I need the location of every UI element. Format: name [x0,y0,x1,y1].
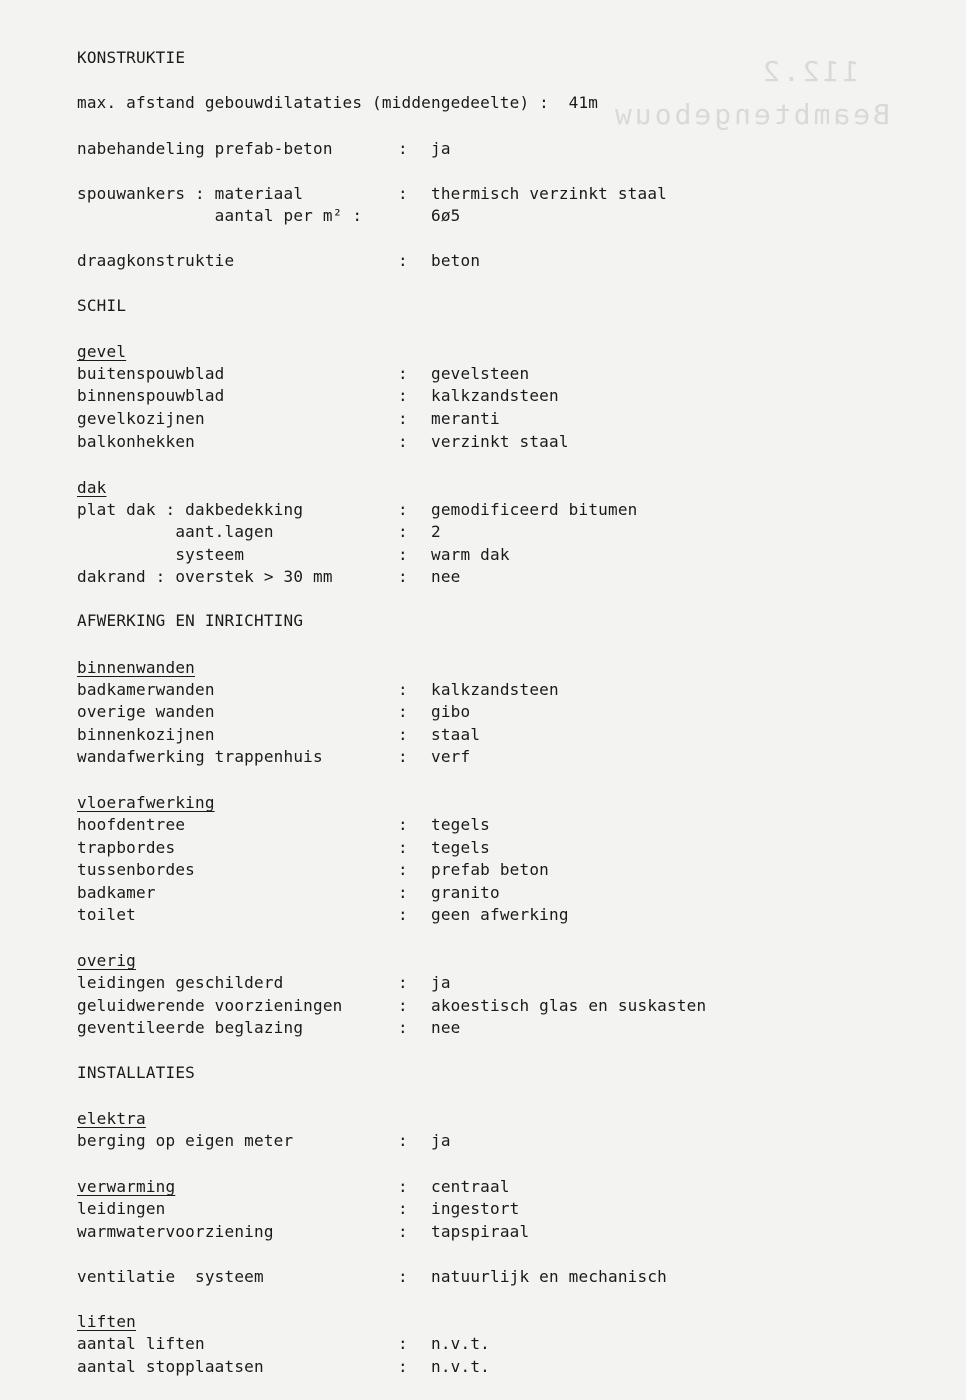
spec-label: badkamerwanden [77,680,215,699]
spec-value: geen afwerking [431,905,569,924]
spec-separator: : [398,251,408,270]
spec-value: gemodificeerd bitumen [431,500,638,519]
spec-separator: : [398,680,408,699]
spec-separator: : [398,838,408,857]
spec-separator: : [398,996,408,1015]
spec-value: n.v.t. [431,1334,490,1353]
spec-separator: : [398,1357,408,1376]
section-heading: INSTALLATIES [77,1063,195,1082]
spec-label: geventileerde beglazing [77,1018,304,1037]
spec-value: tegels [431,838,490,857]
spec-value: nee [431,1018,461,1037]
spec-label: systeem [77,545,245,564]
spec-label: nabehandeling prefab-beton [77,139,333,158]
subsection-heading: binnenwanden [77,658,195,677]
subsection-heading: gevel [77,342,127,361]
subsection-heading: overig [77,951,136,970]
spec-label: wandafwerking trappenhuis [77,747,323,766]
spec-value: natuurlijk en mechanisch [431,1267,667,1286]
subsection-heading: dak [77,478,107,497]
spec-separator: : [398,364,408,383]
spec-label: balkonhekken [77,432,195,451]
spec-value: tapspiraal [431,1222,530,1241]
spec-value: 6ø5 [431,206,461,225]
spec-label: spouwankers : materiaal [77,184,304,203]
spec-label: tussenbordes [77,860,195,879]
spec-separator: : [398,522,408,541]
spec-label: binnenkozijnen [77,725,215,744]
spec-value: ja [431,139,451,158]
spec-value: n.v.t. [431,1357,490,1376]
spec-label: leidingen geschilderd [77,973,284,992]
section-heading: KONSTRUKTIE [77,48,186,67]
spec-separator: : [398,702,408,721]
spec-value: thermisch verzinkt staal [431,184,667,203]
spec-value: tegels [431,815,490,834]
spec-label: warmwatervoorziening [77,1222,274,1241]
spec-value: gevelsteen [431,364,530,383]
spec-value: nee [431,567,461,586]
spec-value: ja [431,1131,451,1150]
spec-label: leidingen [77,1199,166,1218]
bleed-through-title: Beambtengebouw [612,98,891,131]
spec-separator: : [398,725,408,744]
spec-label: toilet [77,905,136,924]
subsection-heading: vloerafwerking [77,793,215,812]
spec-label: draagkonstruktie [77,251,235,270]
spec-label: ventilatie systeem [77,1267,264,1286]
spec-separator: : [398,1199,408,1218]
spec-value: centraal [431,1177,510,1196]
spec-separator: : [398,1267,408,1286]
spec-value: ingestort [431,1199,520,1218]
section-heading: SCHIL [77,296,127,315]
spec-separator: : [398,973,408,992]
spec-separator: : [398,432,408,451]
spec-value: granito [431,883,500,902]
spec-separator: : [398,815,408,834]
spec-label: gevelkozijnen [77,409,205,428]
spec-label: plat dak : dakbedekking [77,500,304,519]
spec-separator: : [398,1177,408,1196]
spec-separator: : [398,1222,408,1241]
spec-separator: : [398,184,408,203]
spec-separator: : [398,860,408,879]
spec-separator: : [398,1131,408,1150]
spec-label: badkamer [77,883,156,902]
spec-label: geluidwerende voorzieningen [77,996,343,1015]
spec-separator: : [398,1018,408,1037]
bleed-through-page-number: 112.2 [760,55,860,88]
spec-label: aantal liften [77,1334,205,1353]
spec-separator: : [398,905,408,924]
spec-value: verzinkt staal [431,432,569,451]
spec-separator: : [398,139,408,158]
spec-separator: : [398,409,408,428]
spec-value: 2 [431,522,441,541]
spec-separator: : [398,1334,408,1353]
spec-label: dakrand : overstek > 30 mm [77,567,333,586]
spec-label: aantal stopplaatsen [77,1357,264,1376]
spec-label: aantal per m² : [77,206,363,225]
spec-separator: : [398,545,408,564]
spec-label: buitenspouwblad [77,364,225,383]
spec-value: kalkzandsteen [431,680,559,699]
spec-value: ja [431,973,451,992]
spec-label: trapbordes [77,838,176,857]
spec-label: berging op eigen meter [77,1131,294,1150]
spec-separator: : [398,747,408,766]
spec-label: overige wanden [77,702,215,721]
spec-label: aant.lagen [77,522,274,541]
spec-separator: : [398,567,408,586]
spec-label: binnenspouwblad [77,386,225,405]
spec-value: gibo [431,702,471,721]
spec-value: akoestisch glas en suskasten [431,996,707,1015]
spec-value: beton [431,251,481,270]
section-heading: AFWERKING EN INRICHTING [77,611,304,630]
spec-label: hoofdentree [77,815,186,834]
spec-separator: : [398,500,408,519]
spec-value: meranti [431,409,500,428]
subsection-heading: elektra [77,1109,146,1128]
spec-value: kalkzandsteen [431,386,559,405]
subsection-heading: liften [77,1312,136,1331]
spec-value: prefab beton [431,860,549,879]
spec-separator: : [398,883,408,902]
spec-value: staal [431,725,481,744]
spec-value: verf [431,747,471,766]
text-line: max. afstand gebouwdilataties (middengedeelte) : 41m [77,93,599,112]
subsection-heading: verwarming [77,1177,176,1196]
spec-separator: : [398,386,408,405]
spec-value: warm dak [431,545,510,564]
